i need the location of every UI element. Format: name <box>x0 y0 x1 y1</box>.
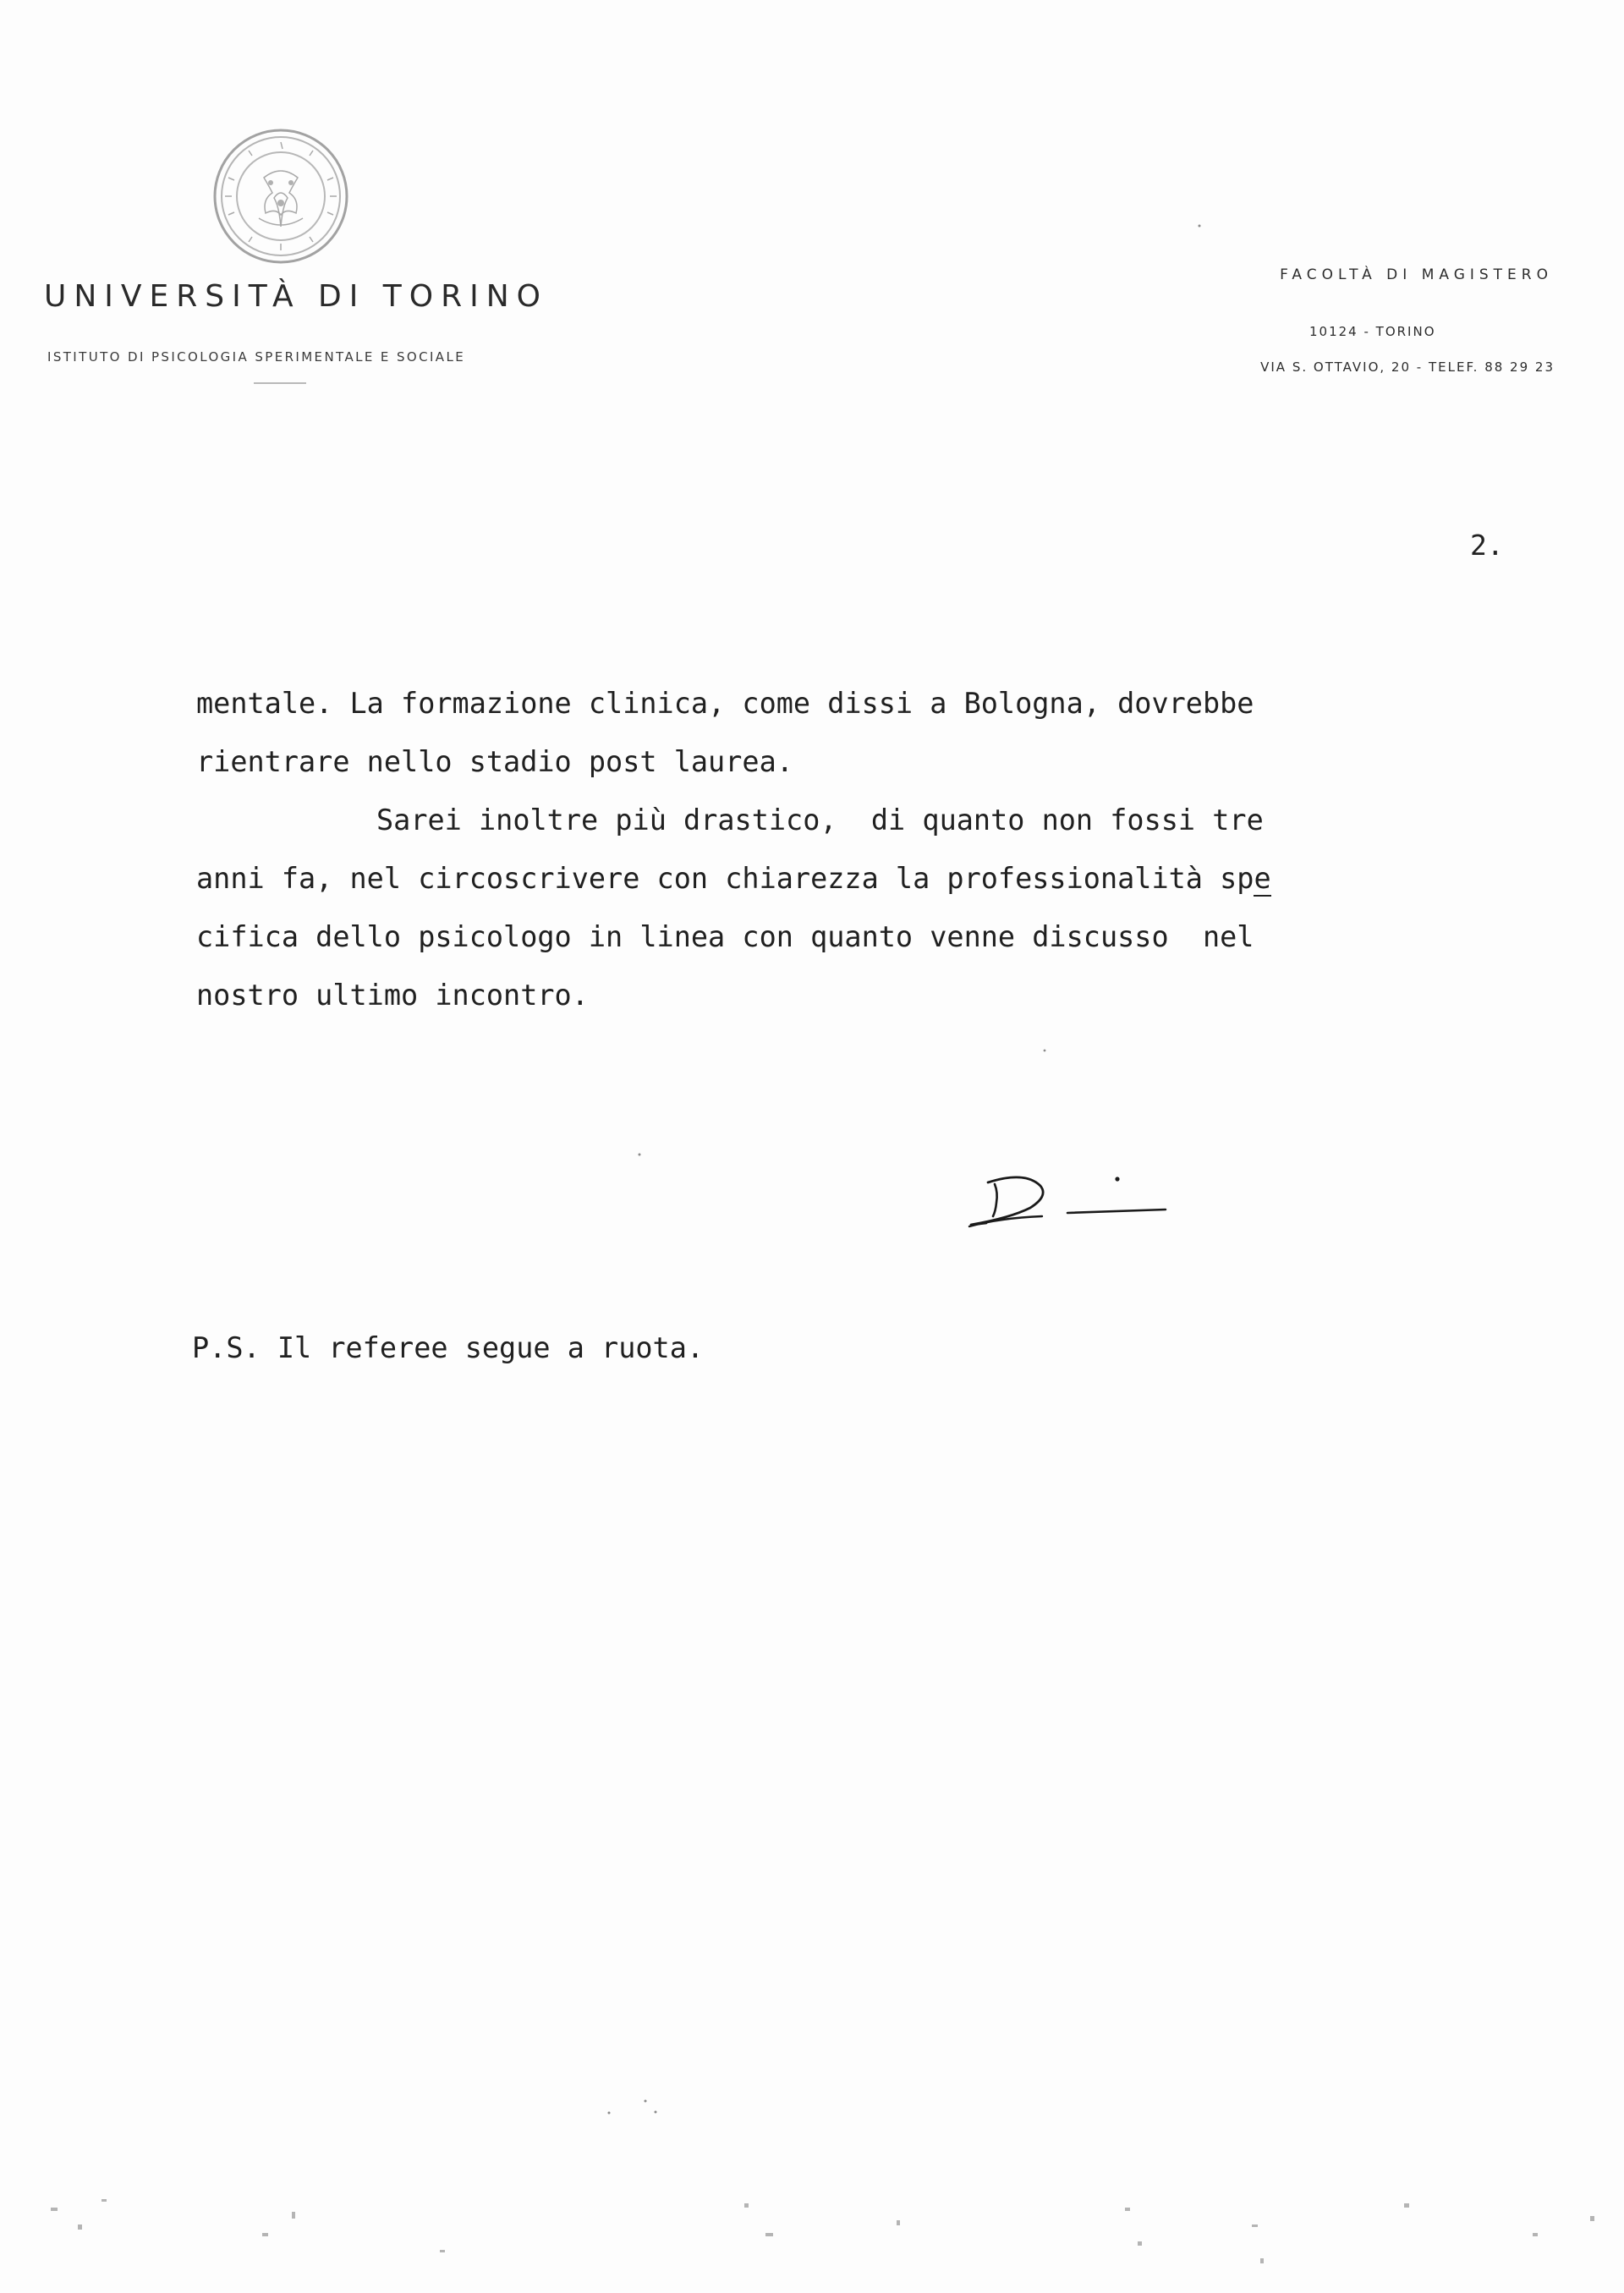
postscript: P.S. Il referee segue a ruota. <box>192 1331 705 1364</box>
body-line-5: cifica dello psicologo in linea con quanto venne discusso nel <box>196 920 1254 953</box>
body-line-2: rientrare nello stadio post laurea. <box>196 745 793 778</box>
handwritten-signature <box>966 1166 1169 1233</box>
body-line-4-text: anni fa, nel circoscrivere con chiarezza la professionalità sp <box>196 862 1254 895</box>
institute-name: ISTITUTO DI PSICOLOGIA SPERIMENTALE E SOCIALE <box>47 349 466 365</box>
underlined-hyphenation-mark: e <box>1254 862 1271 895</box>
faculty-address: VIA S. OTTAVIO, 20 - TELEF. 88 29 23 <box>1260 359 1555 375</box>
body-line-1: mentale. La formazione clinica, come dissi a Bologna, dovrebbe <box>196 687 1254 720</box>
body-line-4 <box>196 849 1516 908</box>
body-line-3: Sarei inoltre più drastico, di quanto non fossi tre <box>376 804 1264 837</box>
body-line-6: nostro ultimo incontro. <box>196 979 589 1012</box>
letterhead-rule <box>254 382 306 384</box>
postal-code-city: 10124 - TORINO <box>1309 324 1436 339</box>
university-name: UNIVERSITÀ DI TORINO <box>44 279 549 314</box>
university-seal-icon <box>211 127 351 266</box>
page-number: 2. <box>1470 529 1504 562</box>
letter-body <box>196 674 1516 1024</box>
faculty-name: FACOLTÀ DI MAGISTERO <box>1280 266 1553 283</box>
